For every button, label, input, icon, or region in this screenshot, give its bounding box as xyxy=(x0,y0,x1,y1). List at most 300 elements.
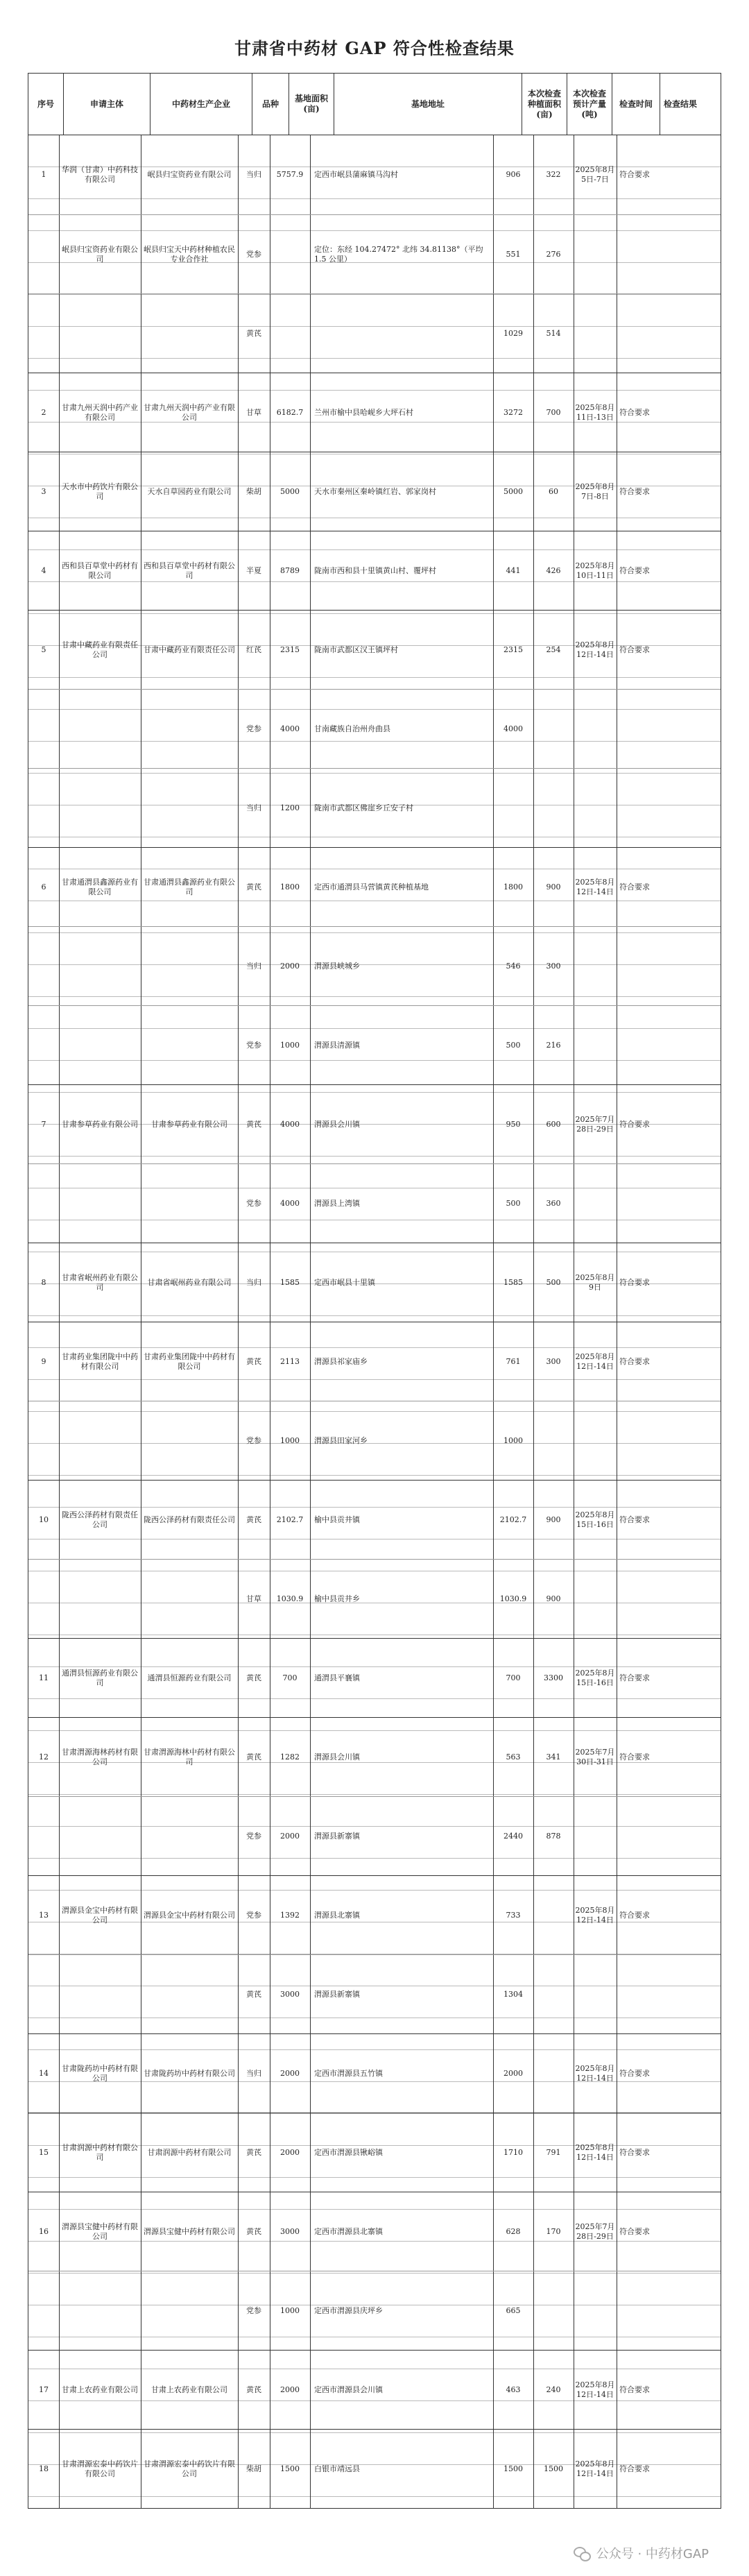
cell-applicant: 华润（甘肃）中药科技有限公司 xyxy=(62,165,138,184)
cell-check-area: 1710 xyxy=(503,2148,523,2157)
cell-check-time xyxy=(574,1164,617,1243)
cell-check-time xyxy=(574,769,617,848)
cell-applicant xyxy=(59,1955,141,2034)
cell-base-area: 2315 xyxy=(280,645,300,654)
cell-index xyxy=(28,1797,59,1876)
cell-index: 11 xyxy=(39,1673,49,1682)
cell-base-area: 700 xyxy=(282,1673,298,1682)
table-row xyxy=(28,2429,721,2509)
cell-check-time xyxy=(574,927,617,1006)
cell-yield xyxy=(533,2034,574,2113)
cell-address: 定西市渭源县庆坪乡 xyxy=(314,2306,383,2315)
cell-producer xyxy=(141,690,238,769)
cell-address: 定西市渭源县北寨镇 xyxy=(314,2227,383,2236)
cell-producer: 甘肃参草药业有限公司 xyxy=(151,1120,227,1129)
cell-check-time: 2025年8月12日-14日 xyxy=(575,1906,615,1925)
cell-check-area: 906 xyxy=(506,170,521,179)
cell-check-area xyxy=(493,769,533,848)
cell-yield: 900 xyxy=(546,882,561,892)
cell-variety: 黄芪 xyxy=(246,2148,261,2157)
cell-result xyxy=(617,1401,653,1481)
cell-address: 榆中县贡井镇 xyxy=(314,1515,360,1524)
cell-index: 16 xyxy=(39,2227,49,2236)
cell-applicant xyxy=(59,1797,141,1876)
cell-producer: 甘肃九州天润中药产业有限公司 xyxy=(144,403,235,422)
cell-producer: 甘肃中藏药业有限责任公司 xyxy=(144,645,235,654)
table-row xyxy=(28,2113,721,2192)
cell-result: 符合要求 xyxy=(619,1911,650,1920)
cell-variety: 黄芪 xyxy=(246,1357,261,1366)
cell-check-time: 2025年8月10日-11日 xyxy=(575,561,615,580)
cell-variety: 党参 xyxy=(246,1041,261,1050)
cell-variety: 甘草 xyxy=(246,1594,261,1603)
cell-base-area: 1282 xyxy=(280,1752,300,1762)
cell-check-area: 441 xyxy=(506,566,521,575)
cell-check-time xyxy=(574,1955,617,2034)
table-row xyxy=(28,926,721,1006)
table-row xyxy=(28,1954,721,2034)
cell-check-area: 1030.9 xyxy=(499,1594,527,1603)
cell-variety: 当归 xyxy=(246,170,261,179)
result-table xyxy=(28,73,721,2509)
cell-applicant: 甘肃中藏药业有限责任公司 xyxy=(62,640,138,659)
header-check-time: 检查时间 xyxy=(612,74,660,135)
cell-yield: 900 xyxy=(546,1594,561,1603)
cell-result xyxy=(617,2271,653,2351)
cell-check-area: 700 xyxy=(506,1673,521,1682)
cell-yield: 791 xyxy=(546,2148,561,2157)
cell-variety: 黄芪 xyxy=(246,1673,261,1682)
table-row xyxy=(28,1796,721,1876)
cell-variety: 黄芪 xyxy=(246,882,261,892)
header-yield: 本次检查预计产量(吨) xyxy=(567,74,612,135)
cell-variety: 党参 xyxy=(246,724,261,733)
cell-address: 通渭县平襄镇 xyxy=(314,1673,360,1682)
table-row xyxy=(28,1243,721,1322)
cell-index: 8 xyxy=(41,1278,46,1287)
cell-index: 6 xyxy=(41,882,46,892)
cell-base-area: 1200 xyxy=(280,803,300,812)
cell-index xyxy=(28,690,59,769)
cell-yield: 1500 xyxy=(544,2464,563,2473)
cell-base-area: 3000 xyxy=(280,2227,300,2236)
cell-address: 陇南市武都区汉王镇坪村 xyxy=(314,645,398,654)
cell-yield: 360 xyxy=(546,1199,561,1208)
cell-base-area: 2000 xyxy=(280,962,300,971)
cell-base-area: 6182.7 xyxy=(276,408,304,417)
cell-address: 渭源县上湾镇 xyxy=(314,1199,360,1208)
cell-index: 10 xyxy=(39,1515,49,1524)
cell-index: 7 xyxy=(41,1120,46,1129)
cell-index: 12 xyxy=(39,1752,49,1762)
cell-result: 符合要求 xyxy=(619,170,650,179)
cell-check-time: 2025年8月15日-16日 xyxy=(575,1510,615,1529)
cell-applicant xyxy=(59,690,141,769)
cell-address: 定位：东经 104.27472° 北纬 34.81138°（平均 1.5 公里） xyxy=(314,245,483,264)
cell-check-time: 2025年7月28日-29日 xyxy=(575,2222,615,2241)
cell-check-time: 2025年8月7日-8日 xyxy=(575,482,615,501)
cell-producer xyxy=(141,2271,238,2351)
cell-base-area: 1000 xyxy=(280,1436,300,1445)
cell-producer: 甘肃通渭县鑫源药业有限公司 xyxy=(144,878,235,896)
cell-address: 定西市通渭县马营镇黄芪种植基地 xyxy=(314,882,429,892)
cell-index: 14 xyxy=(39,2069,49,2078)
cell-base-area: 1000 xyxy=(280,1041,300,1050)
cell-base-area xyxy=(270,294,310,373)
cell-check-time: 2025年7月30日-31日 xyxy=(575,1748,615,1766)
cell-producer: 甘肃渭源宏泰中药饮片有限公司 xyxy=(144,2459,235,2478)
cell-variety: 党参 xyxy=(246,1911,261,1920)
table-row xyxy=(28,531,721,611)
cell-base-area: 2000 xyxy=(280,2069,300,2078)
table-row xyxy=(28,1638,721,1718)
cell-variety: 黄芪 xyxy=(246,1120,261,1129)
cell-base-area: 5000 xyxy=(280,487,300,496)
cell-applicant xyxy=(59,2271,141,2351)
cell-yield: 300 xyxy=(546,962,561,971)
cell-address: 甘南藏族自治州舟曲县 xyxy=(314,724,390,733)
header-base-area: 基地面积(亩) xyxy=(289,74,334,135)
cell-address: 渭源县祁家庙乡 xyxy=(314,1357,368,1366)
cell-applicant: 甘肃省岷州药业有限公司 xyxy=(62,1273,138,1292)
cell-applicant xyxy=(59,927,141,1006)
cell-check-area: 1800 xyxy=(503,882,523,892)
cell-check-time xyxy=(574,2271,617,2351)
cell-index: 2 xyxy=(41,408,46,417)
header-variety: 品种 xyxy=(252,74,289,135)
cell-check-area: 761 xyxy=(506,1357,521,1366)
document-title: 甘肃省中药材 GAP 符合性检查结果 xyxy=(234,38,515,58)
cell-base-area: 4000 xyxy=(280,724,300,733)
cell-yield: 514 xyxy=(546,329,561,338)
table-row xyxy=(28,135,721,214)
cell-check-area: 3272 xyxy=(503,408,523,417)
cell-producer: 渭源县金宝中药材有限公司 xyxy=(144,1911,235,1920)
cell-yield: 500 xyxy=(546,1278,561,1287)
cell-yield xyxy=(533,769,574,848)
cell-applicant xyxy=(59,1401,141,1481)
cell-applicant: 甘肃通渭县鑫源药业有限公司 xyxy=(62,878,138,896)
cell-index: 4 xyxy=(41,566,46,575)
cell-check-time: 2025年8月5日-7日 xyxy=(575,165,615,184)
cell-producer: 渭源县宝健中药材有限公司 xyxy=(144,2227,235,2236)
table-row xyxy=(28,1084,721,1164)
cell-applicant: 甘肃九州天润中药产业有限公司 xyxy=(62,403,138,422)
cell-applicant: 甘肃上农药业有限公司 xyxy=(62,2385,138,2394)
table-row xyxy=(28,2192,721,2271)
cell-address: 兰州市榆中县哈岘乡大坪石村 xyxy=(314,408,413,417)
cell-producer xyxy=(141,927,238,1006)
cell-index xyxy=(28,1955,59,2034)
cell-base-area: 8789 xyxy=(280,566,300,575)
cell-producer xyxy=(141,769,238,848)
cell-result xyxy=(617,1164,653,1243)
cell-variety: 党参 xyxy=(246,1436,261,1445)
cell-result: 符合要求 xyxy=(619,2464,650,2473)
cell-address xyxy=(310,294,501,373)
cell-yield: 900 xyxy=(546,1515,561,1524)
cell-address: 定西市岷县十里镇 xyxy=(314,1278,375,1287)
cell-check-area: 2000 xyxy=(503,2069,523,2078)
cell-producer: 天水自草园药业有限公司 xyxy=(147,487,232,496)
cell-base-area: 2000 xyxy=(280,2148,300,2157)
table-row xyxy=(28,2271,721,2351)
cell-check-time: 2025年8月12日-14日 xyxy=(575,2380,615,2399)
cell-yield: 700 xyxy=(546,408,561,417)
cell-yield: 300 xyxy=(546,1357,561,1366)
cell-applicant: 西和县百草堂中药材有限公司 xyxy=(62,561,138,580)
table-row xyxy=(28,1559,721,1639)
cell-address: 定西市岷县蒲麻镇马沟村 xyxy=(314,170,398,179)
cell-yield: 878 xyxy=(546,1832,561,1841)
cell-variety: 党参 xyxy=(246,250,261,259)
table-row xyxy=(28,373,721,452)
cell-producer: 甘肃润源中药材有限公司 xyxy=(147,2148,232,2157)
cell-variety: 黄芪 xyxy=(246,2385,261,2394)
cell-address: 渭源县峡城乡 xyxy=(314,962,360,971)
cell-base-area: 4000 xyxy=(280,1120,300,1129)
cell-check-time: 2025年8月9日 xyxy=(575,1273,615,1292)
cell-index xyxy=(28,1560,59,1639)
table-row xyxy=(28,610,721,690)
table-row xyxy=(28,847,721,927)
cell-yield: 600 xyxy=(546,1120,561,1129)
cell-check-time: 2025年8月12日-14日 xyxy=(575,1352,615,1371)
cell-producer xyxy=(141,1955,238,2034)
table-row xyxy=(28,689,721,769)
cell-variety: 黄芪 xyxy=(246,329,261,338)
cell-check-area: 5000 xyxy=(503,487,523,496)
cell-result xyxy=(617,927,653,1006)
cell-address: 渭源县会川镇 xyxy=(314,1752,360,1762)
cell-check-area: 463 xyxy=(506,2385,521,2394)
cell-result: 符合要求 xyxy=(619,1357,650,1366)
cell-variety: 柴胡 xyxy=(246,2464,261,2473)
cell-check-time: 2025年8月12日-14日 xyxy=(575,2143,615,2162)
cell-applicant: 渭源县金宝中药材有限公司 xyxy=(62,1906,138,1925)
cell-index xyxy=(28,1006,59,1085)
cell-variety: 红芪 xyxy=(246,645,261,654)
cell-address: 渭源县会川镇 xyxy=(314,1120,360,1129)
table-row xyxy=(28,1480,721,1560)
cell-check-area: 1304 xyxy=(503,1990,523,1999)
cell-check-area: 2102.7 xyxy=(499,1515,527,1524)
cell-index xyxy=(28,2271,59,2351)
cell-result xyxy=(617,769,653,848)
cell-check-area: 500 xyxy=(506,1041,521,1050)
cell-producer: 岷县归宝天中药材种植农民专业合作社 xyxy=(144,245,235,264)
table-row xyxy=(28,1163,721,1243)
cell-yield: 216 xyxy=(546,1041,561,1050)
watermark xyxy=(573,2544,709,2562)
cell-address: 天水市秦州区秦岭镇红岩、郭家岗村 xyxy=(314,487,436,496)
header-result: 检查结果 xyxy=(663,99,697,109)
cell-result xyxy=(617,294,653,373)
cell-result xyxy=(617,1955,653,2034)
cell-check-time: 2025年8月15日-16日 xyxy=(575,1669,615,1687)
cell-result xyxy=(617,1797,653,1876)
cell-producer: 甘肃省岷州药业有限公司 xyxy=(147,1278,232,1287)
cell-producer: 岷县归宝资药业有限公司 xyxy=(147,170,232,179)
cell-index xyxy=(28,294,59,373)
cell-check-area: 665 xyxy=(506,2306,521,2315)
cell-base-area: 1000 xyxy=(280,2306,300,2315)
cell-result: 符合要求 xyxy=(619,2069,650,2078)
cell-yield xyxy=(533,1955,574,2034)
cell-check-time: 2025年8月11日-13日 xyxy=(575,403,615,422)
cell-yield xyxy=(533,2271,574,2351)
cell-index: 3 xyxy=(41,487,46,496)
cell-index xyxy=(28,1164,59,1243)
header-check-area: 本次检查种植面积(亩) xyxy=(522,74,567,135)
cell-index xyxy=(28,1401,59,1481)
cell-variety: 黄芪 xyxy=(246,1752,261,1762)
cell-result: 符合要求 xyxy=(619,1752,650,1762)
cell-check-area: 950 xyxy=(506,1120,521,1129)
cell-check-area: 4000 xyxy=(503,724,523,733)
cell-result: 符合要求 xyxy=(619,566,650,575)
wechat-icon xyxy=(573,2545,591,2561)
cell-address: 定西市渭源县锹峪镇 xyxy=(314,2148,383,2157)
cell-variety: 党参 xyxy=(246,2306,261,2315)
cell-result: 符合要求 xyxy=(619,1278,650,1287)
cell-check-time xyxy=(574,1006,617,1085)
cell-yield xyxy=(533,690,574,769)
cell-address: 白银市靖远县 xyxy=(314,2464,360,2473)
table-row xyxy=(28,1717,721,1797)
cell-applicant: 天水市中药饮片有限公司 xyxy=(62,482,138,501)
cell-result xyxy=(617,215,653,294)
cell-base-area: 1585 xyxy=(280,1278,300,1287)
cell-applicant: 甘肃渭源海林药材有限公司 xyxy=(62,1748,138,1766)
table-row xyxy=(28,2350,721,2430)
cell-check-time: 2025年8月12日-14日 xyxy=(575,2064,615,2083)
cell-applicant: 陇西公泽药材有限责任公司 xyxy=(62,1510,138,1529)
cell-index: 13 xyxy=(39,1911,49,1920)
cell-producer: 甘肃渭源海林中药材有限公司 xyxy=(144,1748,235,1766)
cell-applicant xyxy=(59,769,141,848)
cell-applicant xyxy=(59,294,141,373)
cell-index: 5 xyxy=(41,645,46,654)
cell-result xyxy=(617,1006,653,1085)
cell-yield: 341 xyxy=(546,1752,561,1762)
cell-base-area: 2000 xyxy=(280,1832,300,1841)
cell-producer: 甘肃上农药业有限公司 xyxy=(151,2385,227,2394)
cell-applicant: 甘肃药业集团陇中中药材有限公司 xyxy=(62,1352,138,1371)
cell-variety: 党参 xyxy=(246,1199,261,1208)
cell-check-area: 1585 xyxy=(503,1278,523,1287)
cell-address: 渭源县田家河乡 xyxy=(314,1436,368,1445)
cell-variety: 党参 xyxy=(246,1832,261,1841)
table-row xyxy=(28,452,721,531)
cell-base-area: 1800 xyxy=(280,882,300,892)
cell-base-area: 1500 xyxy=(280,2464,300,2473)
cell-index xyxy=(28,927,59,1006)
cell-result: 符合要求 xyxy=(619,645,650,654)
cell-address: 渭源县新寨镇 xyxy=(314,1832,360,1841)
cell-check-time xyxy=(574,1560,617,1639)
cell-check-area: 500 xyxy=(506,1199,521,1208)
cell-address: 定西市渭源县会川镇 xyxy=(314,2385,383,2394)
cell-yield: 60 xyxy=(549,487,558,496)
table-row xyxy=(28,1401,721,1481)
cell-check-area: 733 xyxy=(506,1911,521,1920)
cell-result: 符合要求 xyxy=(619,487,650,496)
table-row xyxy=(28,214,721,294)
table-row xyxy=(28,1005,721,1085)
cell-yield: 170 xyxy=(546,2227,561,2236)
cell-base-area: 5757.9 xyxy=(276,170,304,179)
cell-address: 渭源县北寨镇 xyxy=(314,1911,360,1920)
cell-applicant: 甘肃润源中药材有限公司 xyxy=(62,2143,138,2162)
cell-check-area: 628 xyxy=(506,2227,521,2236)
cell-index: 15 xyxy=(39,2148,49,2157)
cell-base-area: 4000 xyxy=(280,1199,300,1208)
cell-yield xyxy=(533,1401,574,1481)
cell-base-area xyxy=(270,215,310,294)
cell-check-time: 2025年8月12日-14日 xyxy=(575,878,615,896)
cell-base-area: 3000 xyxy=(280,1990,300,1999)
cell-variety: 当归 xyxy=(246,803,261,812)
cell-check-time: 2025年8月12日-14日 xyxy=(575,2459,615,2478)
cell-check-area: 1000 xyxy=(503,1436,523,1445)
cell-result xyxy=(617,1560,653,1639)
cell-result: 符合要求 xyxy=(619,1673,650,1682)
header-producer: 中药材生产企业 xyxy=(150,74,252,135)
cell-address: 榆中县贡井乡 xyxy=(314,1594,360,1603)
cell-index xyxy=(28,215,59,294)
cell-producer: 甘肃陇药坊中药材有限公司 xyxy=(144,2069,235,2078)
cell-yield xyxy=(533,1876,574,1955)
cell-check-area: 1500 xyxy=(503,2464,523,2473)
cell-producer xyxy=(141,1797,238,1876)
cell-applicant: 渭源县宝健中药材有限公司 xyxy=(62,2222,138,2241)
cell-variety: 黄芪 xyxy=(246,1990,261,1999)
cell-producer xyxy=(141,1164,238,1243)
table-row xyxy=(28,1875,721,1955)
cell-variety: 当归 xyxy=(246,2069,261,2078)
cell-check-time xyxy=(574,1401,617,1481)
cell-variety: 黄芪 xyxy=(246,1515,261,1524)
table-row xyxy=(28,2033,721,2113)
cell-producer xyxy=(141,1006,238,1085)
cell-base-area: 2000 xyxy=(280,2385,300,2394)
table-body xyxy=(28,135,721,2508)
cell-check-area: 563 xyxy=(506,1752,521,1762)
cell-base-area: 1030.9 xyxy=(276,1594,304,1603)
cell-result: 符合要求 xyxy=(619,408,650,417)
cell-check-time xyxy=(574,690,617,769)
watermark-text: 公众号 · 中药材GAP xyxy=(596,2547,709,2561)
cell-check-time: 2025年7月28日-29日 xyxy=(575,1115,615,1134)
cell-index: 9 xyxy=(41,1357,46,1366)
cell-result: 符合要求 xyxy=(619,2148,650,2157)
cell-applicant: 岷县归宝资药业有限公司 xyxy=(62,245,138,264)
cell-producer xyxy=(141,1560,238,1639)
cell-yield: 426 xyxy=(546,566,561,575)
cell-result: 符合要求 xyxy=(619,2227,650,2236)
cell-applicant: 甘肃参草药业有限公司 xyxy=(62,1120,138,1129)
cell-yield: 276 xyxy=(546,250,561,259)
cell-index: 18 xyxy=(39,2464,49,2473)
cell-producer: 陇西公泽药材有限责任公司 xyxy=(144,1515,235,1524)
table-row xyxy=(28,1322,721,1401)
cell-applicant: 甘肃陇药坊中药材有限公司 xyxy=(62,2064,138,2083)
header-index: 序号 xyxy=(28,74,64,135)
cell-check-time xyxy=(574,294,617,373)
cell-variety: 当归 xyxy=(246,962,261,971)
cell-check-time xyxy=(574,215,617,294)
